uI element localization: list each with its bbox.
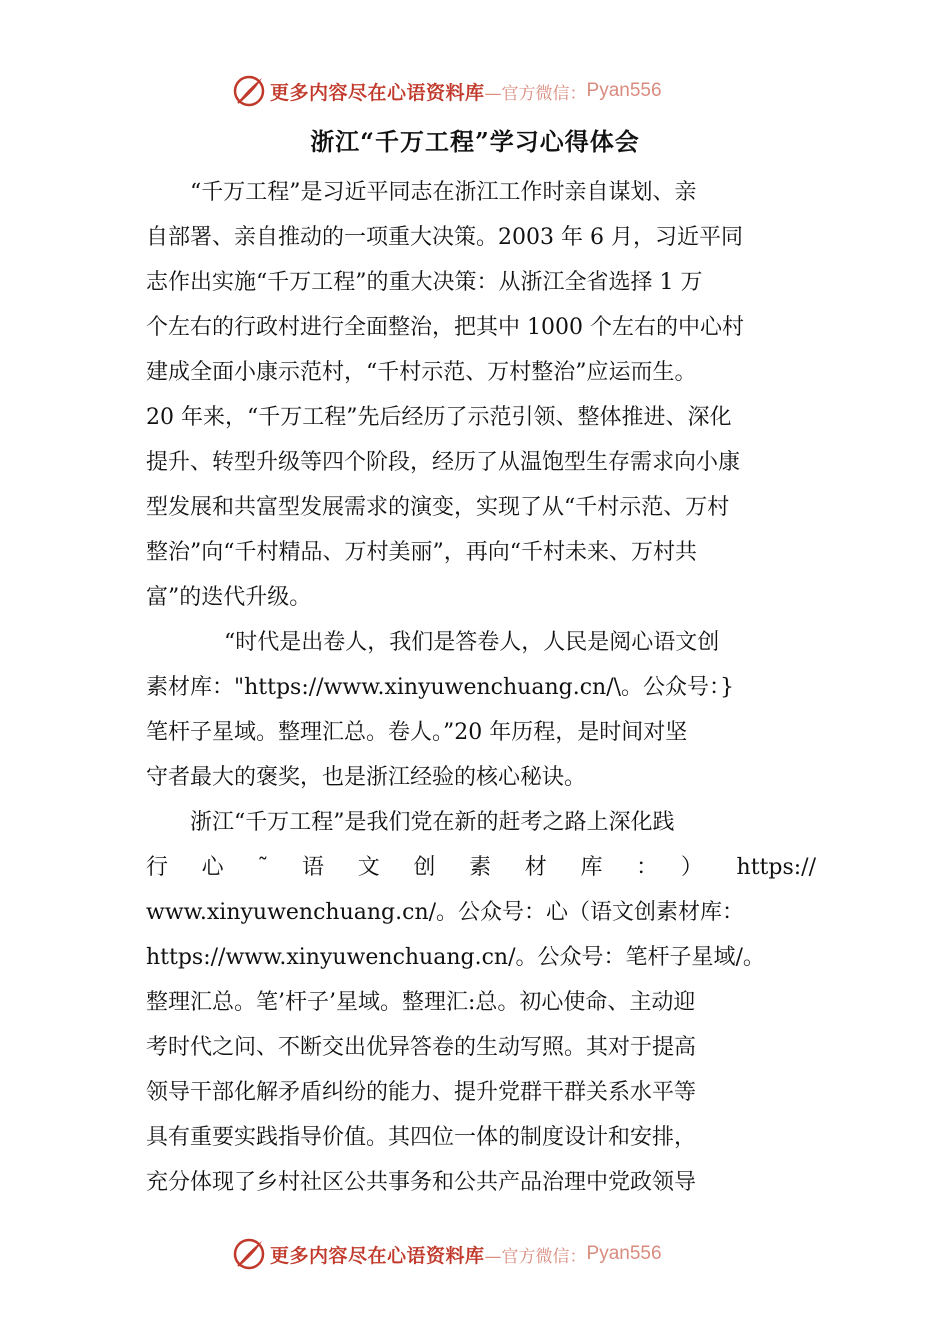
footer-watermark bbox=[232, 1236, 752, 1272]
watermark-text: 更多内容尽在心语资料库 bbox=[270, 1244, 485, 1267]
text-line: “千万工程”是习近平同志在浙江工作时亲自谋划、亲 bbox=[190, 180, 697, 205]
text-line: 笔杆子星域。整理汇总。卷人。”20 年历程，是时间对坚 bbox=[146, 720, 688, 745]
text-line: 富”的迭代升级。 bbox=[146, 585, 312, 610]
text-line: 整治”向“千村精品、万村美丽”，再向“千村未来、万村共 bbox=[146, 540, 697, 565]
document-title: 浙江“千万工程”学习心得体会 bbox=[310, 127, 640, 156]
text-line: www.xinyuwenchuang.cn/。公众号：心（语文创素材库： bbox=[146, 900, 745, 925]
document-body bbox=[146, 170, 816, 1205]
watermark-separator: —官方微信： bbox=[484, 1246, 587, 1267]
watermark-wechat-id: Pyan556 bbox=[586, 1243, 662, 1264]
text-line: 浙江“千万工程”是我们党在新的赶考之路上深化践 bbox=[190, 810, 675, 835]
quill-logo-icon bbox=[232, 74, 266, 108]
text-line: 个左右的行政村进行全面整治，把其中 1000 个左右的中心村 bbox=[146, 315, 744, 340]
text-line: 具有重要实践指导价值。其四位一体的制度设计和安排， bbox=[146, 1125, 697, 1150]
text-line: 领导干部化解矛盾纠纷的能力、提升党群干群关系水平等 bbox=[146, 1080, 697, 1105]
quill-logo-icon bbox=[232, 1237, 266, 1271]
header-watermark bbox=[232, 73, 752, 109]
text-line: 20 年来，“千万工程”先后经历了示范引领、整体推进、深化 bbox=[146, 405, 732, 430]
text-line: https://www.xinyuwenchuang.cn/。公众号：笔杆子星域/。 bbox=[146, 945, 765, 970]
watermark-text: 更多内容尽在心语资料库 bbox=[270, 81, 485, 104]
text-line: 志作出实施“千万工程”的重大决策：从浙江全省选择 1 万 bbox=[146, 270, 703, 295]
text-line: 型发展和共富型发展需求的演变，实现了从“千村示范、万村 bbox=[146, 495, 730, 520]
text-line: 自部署、亲自推动的一项重大决策。2003 年 6 月，习近平同 bbox=[146, 225, 743, 250]
watermark-wechat-id: Pyan556 bbox=[586, 80, 662, 101]
watermark-separator: —官方微信： bbox=[484, 83, 587, 104]
text-line: 守者最大的褒奖，也是浙江经验的核心秘诀。 bbox=[146, 765, 587, 790]
text-line: 考时代之问、不断交出优异答卷的生动写照。其对于提高 bbox=[146, 1035, 697, 1060]
text-line: 建成全面小康示范村，“千村示范、万村整治”应运而生。 bbox=[146, 360, 697, 385]
text-line: “时代是出卷人，我们是答卷人，人民是阅心语文创 bbox=[224, 630, 720, 655]
text-line: 素材库："https://www.xinyuwenchuang.cn/\。公众号：} bbox=[146, 675, 735, 700]
text-line: 提升、转型升级等四个阶段，经历了从温饱型生存需求向小康 bbox=[146, 450, 741, 475]
text-line: 整理汇总。笔’杆子’星域。整理汇:总。初心使命、主动迎 bbox=[146, 990, 696, 1015]
text-line: 行心˜语文创素材库：）https:// bbox=[146, 855, 816, 880]
text-line: 充分体现了乡村社区公共事务和公共产品治理中党政领导 bbox=[146, 1170, 697, 1195]
